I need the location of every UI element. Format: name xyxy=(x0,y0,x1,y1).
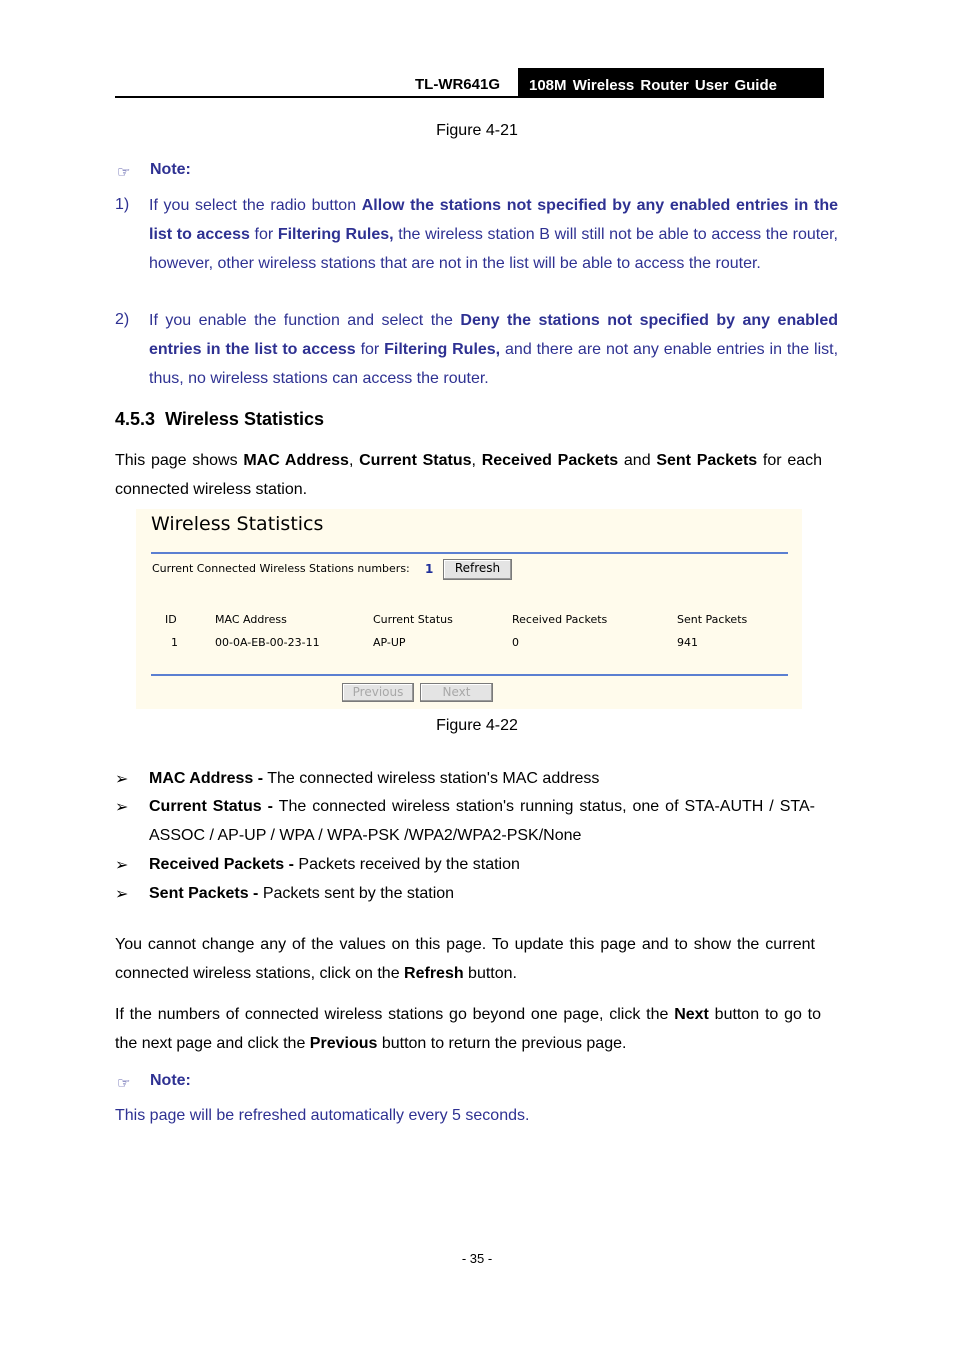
text-run: If the numbers of connected wireless stations go beyond one page, click the xyxy=(115,1006,675,1023)
text-run: This page shows xyxy=(115,452,244,469)
header-model: TL-WR641G xyxy=(415,76,501,93)
panel-bottom-rule xyxy=(151,674,788,676)
previous-button[interactable]: Previous xyxy=(342,683,414,702)
text-run: the wireless station B will still not be able to access the router, however, other wireless stations that are not in the list will be able to access the router. xyxy=(149,226,838,272)
bullet-desc: Packets received by the station xyxy=(293,856,520,873)
bold-run: Filtering Rules, xyxy=(277,226,394,243)
bold-run: Current Status xyxy=(359,452,472,469)
cell-received: 0 xyxy=(512,636,519,649)
arrow-bullet-icon: ➢ xyxy=(115,886,129,903)
cell-sent: 941 xyxy=(677,636,698,649)
column-header-sent: Sent Packets xyxy=(677,613,748,626)
note-label: Note: xyxy=(150,161,191,178)
section-title: Wireless Statistics xyxy=(165,409,324,429)
text-run: button to return the previous page. xyxy=(377,1035,627,1052)
intro-paragraph xyxy=(115,446,822,504)
bold-run: Allow the stations not specified by any enabled entries in the list to access xyxy=(149,197,838,243)
arrow-bullet-icon: ➢ xyxy=(115,799,129,816)
cell-id: 1 xyxy=(171,636,178,649)
panel-top-rule xyxy=(151,552,788,554)
bullet-item xyxy=(149,850,815,879)
section-heading xyxy=(115,409,324,430)
text-run: button to go to the next page and click the xyxy=(115,1006,822,1052)
bold-run: Deny the stations not specified by any enabled entries in the list to access xyxy=(149,312,839,358)
note-text: This page will be refreshed automatically every 5 seconds. xyxy=(115,1107,530,1124)
text-run: for each connected wireless station. xyxy=(115,452,823,498)
bullet-term: Current Status - xyxy=(149,798,273,815)
note-label: Note: xyxy=(150,1072,191,1089)
bullet-term: Received Packets - xyxy=(149,856,294,873)
bold-run: Refresh xyxy=(404,965,464,982)
column-header-mac: MAC Address xyxy=(215,613,287,626)
text-run: If you select the radio button xyxy=(149,197,362,214)
bold-run: MAC Address xyxy=(243,452,349,469)
bullet-item xyxy=(149,879,815,908)
stations-count-value: 1 xyxy=(425,562,434,576)
text-run: for xyxy=(355,341,385,358)
page-number: - 35 - xyxy=(461,1251,493,1266)
text-run: , xyxy=(471,452,482,469)
bullet-term: MAC Address - xyxy=(149,770,264,787)
column-header-received: Received Packets xyxy=(512,613,608,626)
figure-caption-top: Figure 4-21 xyxy=(436,122,518,139)
refresh-paragraph xyxy=(115,930,815,988)
cell-mac: 00-0A-EB-00-23-11 xyxy=(215,636,320,649)
bold-run: Filtering Rules, xyxy=(384,341,501,358)
text-run: button. xyxy=(463,965,517,982)
header-guide-title: 108M Wireless Router User Guide xyxy=(518,68,824,97)
note-item-text xyxy=(149,306,838,393)
panel-title: Wireless Statistics xyxy=(151,513,324,535)
bold-run: Previous xyxy=(309,1035,378,1052)
bullet-desc: The connected wireless station's MAC address xyxy=(263,770,600,787)
note-item-number: 2) xyxy=(115,311,130,328)
pointing-hand-icon: ☞ xyxy=(117,1075,131,1092)
pointing-hand-icon: ☞ xyxy=(117,164,131,181)
note-item-number: 1) xyxy=(115,196,130,213)
bullet-item xyxy=(149,792,815,850)
column-header-status: Current Status xyxy=(373,613,453,626)
figure-caption-bottom: Figure 4-22 xyxy=(436,717,518,734)
wireless-statistics-panel xyxy=(136,509,802,709)
bullet-term: Sent Packets - xyxy=(149,885,259,902)
section-number: 4.5.3 xyxy=(115,409,156,429)
arrow-bullet-icon: ➢ xyxy=(115,857,129,874)
bold-run: Sent Packets xyxy=(656,452,758,469)
arrow-bullet-icon: ➢ xyxy=(115,771,129,788)
bullet-desc: The connected wireless station's running status, one of STA-AUTH / STA-ASSOC / AP-UP / WPA / WPA-PSK /WPA2/WPA2-PSK/None xyxy=(149,798,815,844)
text-run: for xyxy=(249,226,278,243)
text-run: , xyxy=(348,452,360,469)
text-run: You cannot change any of the values on this page. To update this page and to show the current connected wireless stations, click on the xyxy=(115,936,815,982)
header-rule xyxy=(115,96,824,98)
next-previous-paragraph xyxy=(115,1000,821,1058)
column-header-id: ID xyxy=(165,613,177,626)
text-run: If you enable the function and select the xyxy=(149,312,461,329)
bullet-desc: Packets sent by the station xyxy=(258,885,455,902)
stations-count-label: Current Connected Wireless Stations numbers: xyxy=(152,562,410,575)
bold-run: Received Packets xyxy=(481,452,619,469)
refresh-button[interactable]: Refresh xyxy=(443,559,512,580)
text-run: and there are not any enable entries in the list, thus, no wireless stations can access the router. xyxy=(149,341,839,387)
note-item-text xyxy=(149,191,838,278)
text-run: and xyxy=(618,452,657,469)
bullet-item xyxy=(149,764,815,793)
cell-status: AP-UP xyxy=(373,636,406,649)
next-button[interactable]: Next xyxy=(420,683,493,702)
bold-run: Next xyxy=(674,1006,709,1023)
